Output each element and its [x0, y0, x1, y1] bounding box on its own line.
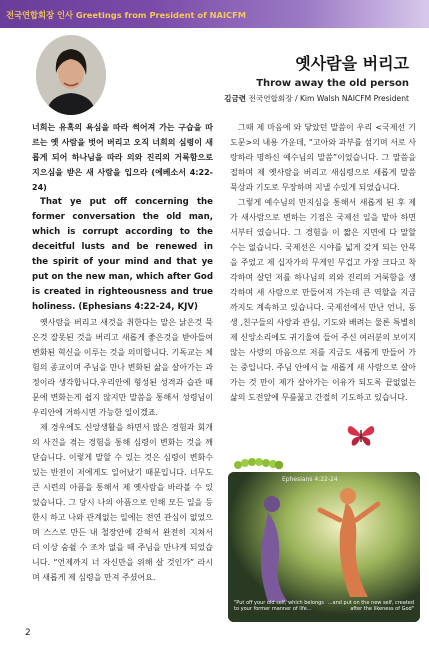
- left-column: [32, 120, 213, 585]
- body-paragraph: 그렇게 예수님의 만지심을 통해서 새롭게 된 후 제가 새사람으로 변하는 기점은 국제선 일을 맡아 하면서부터 였습니다. 그 경험을 이 짧은 지면에 다 말할 수는 없습니다. 국제선은 시야를 넓게 갖게 되는 안목을 주었고 제 십자가의 무게인 무겁고 가장 크다고 착각하며 살던 저를 하나님의 의와 진리의 거룩함을 생각하며 새 사람으로 만들어져 가는데 큰 역할을 지금까지도 계속하고 있습니다. 국제선에서 만난 언니, 동생 ,친구들의 사랑과 관심, 기도와 배려는 물론 특별히 제 신앙소리에도 귀기울여 들어 주신 여러분의 보이지 않는 사랑의 마음으로 저를 지금도 새롭게 만들어 가는 중입니다. 주님 안에서 늘 새롭게 새 사람으로 살아가는 것 만이 제가 살아가는 이유가 되도록 끝없없는 삶의 도전앞에 무릎꿇고 간절히 기도하고 있습니다.: [230, 198, 416, 402]
- butterfly-icon: [346, 422, 376, 448]
- body-paragraph: 옛사람을 버리고 새것을 취한다는 말은 낡은것 묵은것 잘못된 것을 버리고 새롭게 좋은것을 받아들여 변화된 혁신을 이루는 것을 의미합니다. 기독교는 체험의 종교이며 주님을 만나 변화된 삶을 살아가는 과정이라 생각합니다.우리안에 형성된 성격과 습관 때문에 변화는게 쉽지 않지만 말씀을 통해서 성령님이 우리안에 거하시면 가능한 일이겠죠.: [32, 318, 213, 417]
- right-column: [230, 120, 416, 405]
- banner-title: 전국연합회장 인사 Greetings from President of NAICFM: [6, 10, 247, 20]
- caterpillar-icon: [232, 456, 284, 472]
- verse-english: That ye put off concerning the former conversation the old man, which is corrupt according to the deceitful lusts and be renewed in the spirit of your mind and that ye put on the new man, which after God is created in righteousness and true holiness. (Ephesians 4:22-24, KJV): [32, 197, 213, 312]
- illustration-caption-right: ...and put on the new self, created after the likeness of God": [327, 600, 414, 612]
- header-banner: [0, 0, 429, 28]
- author-title: 전국연합회장 / Kim Walsh NAICFM President: [246, 94, 409, 103]
- page-number: 2: [25, 628, 31, 638]
- author-photo: [36, 35, 106, 115]
- author-line: [224, 93, 409, 104]
- illustration-image: [228, 472, 420, 622]
- author-name: 김금련: [224, 94, 247, 103]
- article-title-ko: 옛사람을 버리고: [295, 54, 409, 73]
- body-paragraph: 제 경우에도 신앙생활을 하면서 많은 경험과 회개의 사건을 겪는 경험을 통해 심령이 변화는 것을 깨닫습니다. 이렇게 말할 수 있는 것은 심령이 변화수있는 반전이 저에게도 일어났기 때문입니다. 너무도 큰 시련의 아픔을 통해서 제 옛사람을 바라볼 수 있었습니다. 그 당시 나의 아픔으로 인해 모든 일을 등한시 하고 나와 관계없는 일에는 전연 관심이 없었으며 스스로 만든 내 철장안에 갇혀서 완전히 지쳐서 더 이상 숨쉴 수 조차 없을 때 주님을 만나게 되었습니다. “언제까지 너 자신만을 위해 살 것인가” 라시며 새롭게 제 심령을 만져 주셨어요.: [32, 423, 213, 582]
- illustration-reference: Ephesians 4:22-24: [282, 476, 338, 483]
- body-paragraph: 그때 제 마음에 와 닿았던 말씀이 우리 <국제선 기도문>의 내용 가운데, “고아와 과부를 섬기며 서로 사랑하라 명하신 예수님의 말씀”이었습니다. 그 말씀을 접하며 제 옛사람을 버리고 새심령으로 새롭게 말씀 묵상과 기도로 무장하며 지낼 수있게 되었습니다.: [230, 123, 416, 192]
- article-title-en: Throw away the old person: [256, 78, 409, 89]
- verse-korean: 너희는 유혹의 욕심을 따라 썩어져 가는 구습을 따르는 옛 사람을 벗어 버리고 오직 너희의 심령이 새롭게 되어 하나님을 따라 의와 진리의 거룩함으로 지으심을 받은 새 사람을 입으라 (에베소서 4:22-24): [32, 123, 213, 192]
- illustration-caption-left: "Put off your old self, which belongs to your former manner of life...: [234, 600, 324, 612]
